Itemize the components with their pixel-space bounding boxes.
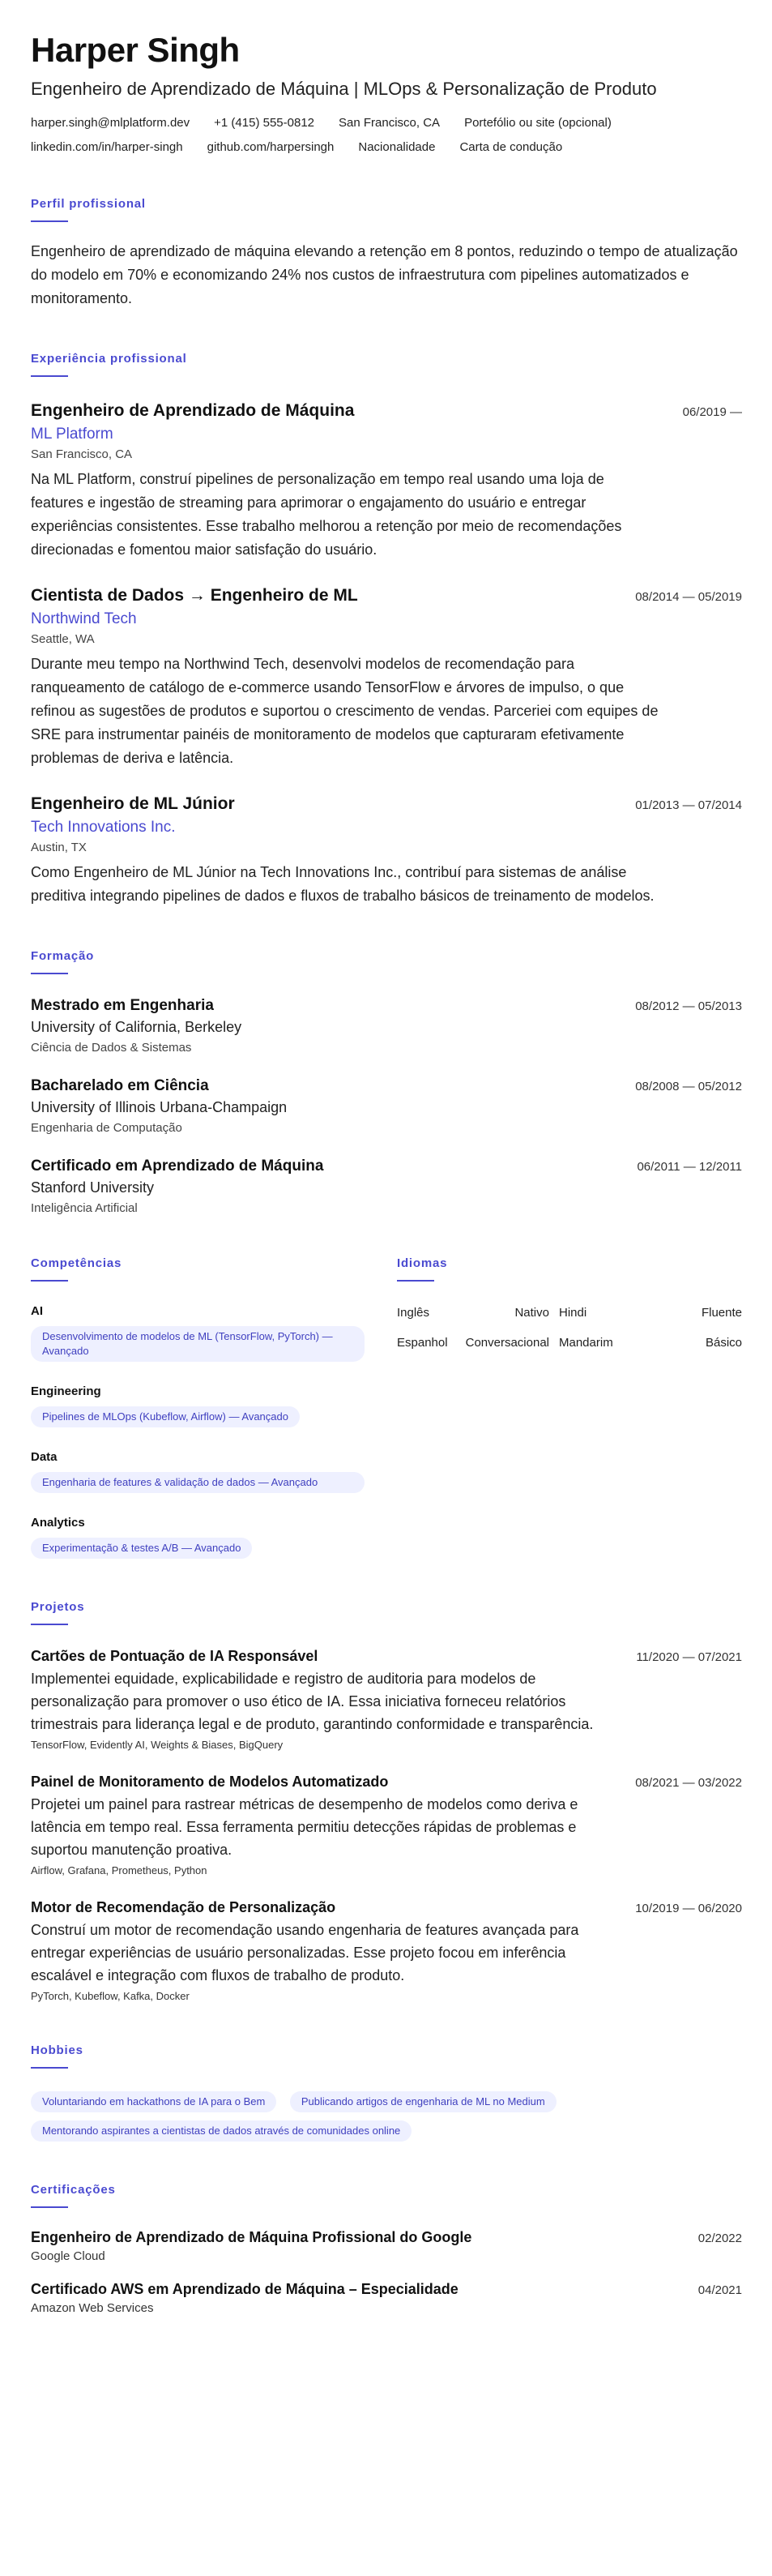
section-heading: Formação	[31, 949, 95, 963]
language-name: Mandarim	[559, 1336, 613, 1350]
job-company: Northwind Tech	[31, 610, 137, 627]
education-dates: 08/2008 — 05/2012	[635, 1080, 742, 1093]
certification-name: Engenheiro de Aprendizado de Máquina Profissional do Google	[31, 2229, 472, 2245]
field-of-study: Ciência de Dados & Sistemas	[31, 1041, 192, 1055]
certification-name: Certificado AWS em Aprendizado de Máquina – Especialidade	[31, 2281, 459, 2297]
job-company: ML Platform	[31, 426, 113, 443]
job-dates: 01/2013 — 07/2014	[635, 798, 742, 812]
certification-entry	[31, 2281, 742, 2315]
section-divider	[31, 973, 68, 974]
candidate-title: Engenheiro de Aprendizado de Máquina | MLOps & Personalização de Produto	[31, 79, 657, 99]
skill-category: AI	[31, 1304, 43, 1318]
project-description: Construí um motor de recomendação usando engenharia de features avançada para entregar experiências de usuário personalizadas. Esse projeto focou em inferência escalável e integração com fluxos de trabalho de produto.	[31, 1922, 579, 1983]
contact-phone[interactable]: +1 (415) 555-0812	[214, 116, 315, 130]
certification-date: 04/2021	[697, 2283, 742, 2297]
education-dates: 06/2011 — 12/2011	[637, 1160, 742, 1174]
skill-tag: Pipelines de MLOps (Kubeflow, Airflow) — Avançado	[31, 1406, 300, 1427]
skill-tag: Desenvolvimento de modelos de ML (TensorFlow, PyTorch) — Avançado	[31, 1326, 365, 1362]
project-dates: 08/2021 — 03/2022	[635, 1776, 742, 1790]
profile-summary: Engenheiro de aprendizado de máquina elevando a retenção em 8 pontos, reduzindo o tempo de atualização do modelo em 70% e economizando 24% nos custos de infraestrutura com pipelines automatizados e monitoramento.	[31, 243, 738, 306]
certification-issuer: Google Cloud	[31, 2249, 105, 2263]
skill-tag: Engenharia de features & validação de dados — Avançado	[31, 1472, 365, 1493]
section-divider	[397, 1280, 434, 1282]
job-title: Cientista de Dados → Engenheiro de ML	[31, 586, 358, 605]
section-divider	[31, 2067, 68, 2069]
contact-github[interactable]: github.com/harpersingh	[207, 140, 335, 154]
job-description: Na ML Platform, construí pipelines de personalização em tempo real usando uma loja de features e ingestão de streaming para aprimorar o engajamento do usuário e entregar experiências consistentes. Esse trabalho melhorou a retenção por meio de recomendações direcionadas e fomentou maior satisfação do usuário.	[31, 471, 622, 558]
hobby-list	[31, 2083, 742, 2142]
hobby-tag: Mentorando aspirantes a cientistas de dados através de comunidades online	[31, 2120, 412, 2142]
project-entry	[31, 1648, 742, 1751]
job-dates: 08/2014 — 05/2019	[635, 590, 742, 604]
certifications-section	[31, 2182, 742, 2315]
certification-entry	[31, 2229, 742, 2263]
language-level: Básico	[705, 1336, 742, 1350]
job-entry	[31, 794, 742, 908]
section-heading: Perfil profissional	[31, 197, 146, 211]
project-description: Projetei um painel para rastrear métricas de desempenho de modelos como deriva e latência em tempo real. Essa ferramenta permitiu detecções rápidas de problemas e suportou manutenção proativa.	[31, 1796, 578, 1858]
contact-driving-license: Carta de condução	[459, 140, 563, 154]
job-location: Seattle, WA	[31, 632, 95, 646]
school-name: University of Illinois Urbana-Champaign	[31, 1099, 288, 1115]
skill-category: Engineering	[31, 1384, 101, 1398]
language-name: Hindi	[559, 1306, 587, 1320]
language-name: Inglês	[397, 1306, 430, 1320]
hobbies-section	[31, 2043, 742, 2142]
education-entry	[31, 1157, 742, 1215]
job-description: Como Engenheiro de ML Júnior na Tech Innovations Inc., contribuí para sistemas de análise preditiva integrando pipelines de dados e fluxos de trabalho básicos de treinamento de modelos.	[31, 864, 655, 904]
section-divider	[31, 220, 68, 222]
project-tech-stack: TensorFlow, Evidently AI, Weights & Biases, BigQuery	[31, 1739, 284, 1751]
contact-linkedin[interactable]: linkedin.com/in/harper-singh	[31, 140, 183, 154]
project-description: Implementei equidade, explicabilidade e registro de auditoria para modelos de personalização para promover o uso ético de IA. Essa iniciativa forneceu relatórios trimestrais para liderança legal e de produto, garantindo conformidade e transparência.	[31, 1671, 594, 1732]
job-location: San Francisco, CA	[31, 447, 133, 461]
contact-portfolio[interactable]: Portefólio ou site (opcional)	[464, 116, 612, 130]
section-heading: Hobbies	[31, 2043, 83, 2057]
field-of-study: Engenharia de Computação	[31, 1121, 182, 1135]
job-title: Engenheiro de Aprendizado de Máquina	[31, 401, 355, 420]
contact-nationality: Nacionalidade	[358, 140, 436, 154]
education-entry	[31, 1077, 742, 1135]
contact-list	[31, 115, 742, 156]
language-level: Fluente	[701, 1306, 742, 1320]
skill-category: Analytics	[31, 1516, 85, 1530]
hobby-tag: Voluntariando em hackathons de IA para o Bem	[31, 2091, 276, 2112]
certification-date: 02/2022	[697, 2232, 742, 2245]
field-of-study: Inteligência Artificial	[31, 1201, 138, 1215]
job-entry	[31, 401, 742, 562]
section-heading: Projetos	[31, 1600, 85, 1614]
section-heading: Experiência profissional	[31, 352, 187, 366]
certification-issuer: Amazon Web Services	[31, 2301, 154, 2315]
section-divider	[31, 2206, 68, 2208]
profile-section	[31, 196, 742, 310]
contact-email[interactable]: harper.singh@mlplatform.dev	[31, 116, 190, 130]
education-dates: 08/2012 — 05/2013	[635, 999, 742, 1013]
project-title: Cartões de Pontuação de IA Responsável	[31, 1648, 318, 1664]
projects-section	[31, 1599, 742, 2002]
job-dates: 06/2019 —	[682, 405, 742, 419]
language-level: Nativo	[514, 1306, 549, 1320]
candidate-name: Harper Singh	[31, 31, 240, 69]
section-divider	[31, 375, 68, 377]
project-tech-stack: Airflow, Grafana, Prometheus, Python	[31, 1864, 207, 1876]
project-entry	[31, 1899, 742, 2002]
skill-category: Data	[31, 1450, 58, 1464]
section-heading: Certificações	[31, 2183, 116, 2197]
job-title: Engenheiro de ML Júnior	[31, 794, 235, 813]
degree-name: Certificado em Aprendizado de Máquina	[31, 1157, 324, 1175]
section-heading: Competências	[31, 1256, 122, 1270]
language-name: Espanhol	[397, 1336, 448, 1350]
job-company: Tech Innovations Inc.	[31, 819, 176, 836]
skill-group	[31, 1450, 365, 1493]
skill-group	[31, 1384, 365, 1427]
project-title: Motor de Recomendação de Personalização	[31, 1899, 336, 1915]
project-title: Painel de Monitoramento de Modelos Automatizado	[31, 1774, 389, 1790]
language-list	[397, 1306, 742, 1350]
education-entry	[31, 997, 742, 1055]
job-location: Austin, TX	[31, 841, 87, 854]
skill-group	[31, 1304, 365, 1362]
skill-tag: Experimentação & testes A/B — Avançado	[31, 1538, 252, 1559]
school-name: Stanford University	[31, 1179, 155, 1196]
section-heading: Idiomas	[397, 1256, 448, 1270]
project-dates: 10/2019 — 06/2020	[635, 1902, 742, 1915]
school-name: University of California, Berkeley	[31, 1019, 242, 1035]
degree-name: Mestrado em Engenharia	[31, 997, 214, 1014]
resume-header	[31, 0, 742, 156]
project-tech-stack: PyTorch, Kubeflow, Kafka, Docker	[31, 1990, 190, 2002]
section-divider	[31, 1624, 68, 1625]
contact-location: San Francisco, CA	[339, 116, 441, 130]
section-divider	[31, 1280, 68, 1282]
skill-group	[31, 1516, 365, 1559]
education-section	[31, 948, 742, 1215]
project-dates: 11/2020 — 07/2021	[636, 1650, 742, 1664]
language-level: Conversacional	[465, 1336, 549, 1350]
degree-name: Bacharelado em Ciência	[31, 1077, 209, 1094]
experience-section	[31, 351, 742, 908]
skills-languages-row	[31, 1256, 742, 1559]
project-entry	[31, 1774, 742, 1876]
skills-section	[31, 1256, 365, 1559]
job-entry	[31, 586, 742, 770]
hobby-tag: Publicando artigos de engenharia de ML no Medium	[290, 2091, 557, 2112]
languages-section	[397, 1256, 742, 1559]
job-description: Durante meu tempo na Northwind Tech, desenvolvi modelos de recomendação para ranqueamento de catálogo de e-commerce usando TensorFlow e árvores de impulso, o que refinou as sugestões de produtos e suportou o crescimento de vendas. Parceriei com equipes de SRE para instrumentar painéis de monitoramento de modelos que capturaram efetivamente problemas de deriva e latência.	[31, 656, 659, 766]
